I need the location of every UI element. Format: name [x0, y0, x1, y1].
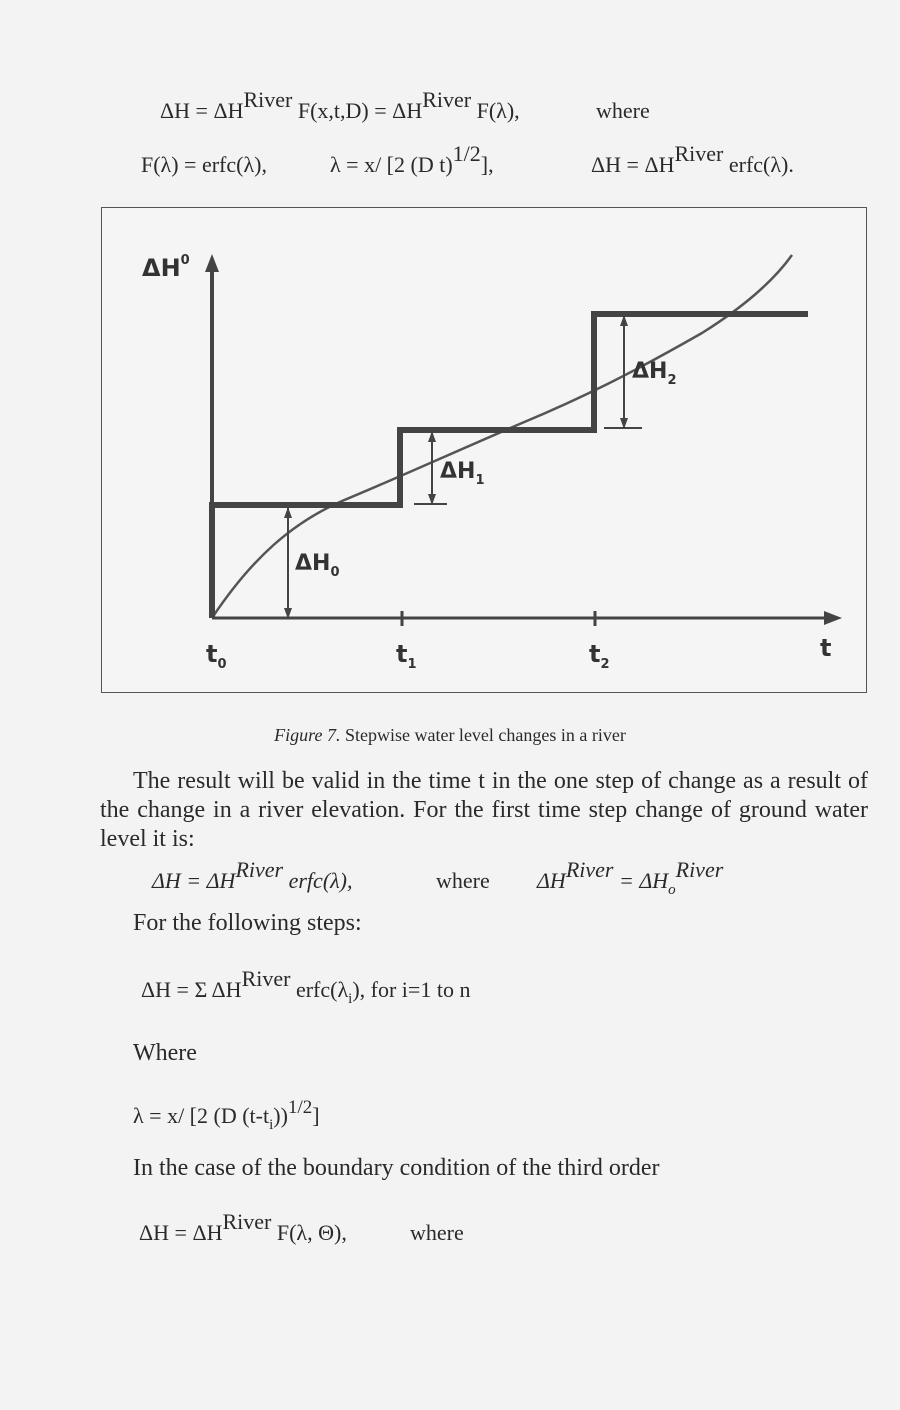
- equation-2-f: F(λ) = erfc(λ),: [141, 152, 267, 177]
- step-label-dh0: $\Delta H_0$: [295, 551, 340, 580]
- equation-3-definition: [537, 857, 724, 898]
- stepwise-chart: [102, 208, 866, 692]
- equation-6-where: where: [410, 1220, 464, 1245]
- equation-5: [133, 1097, 320, 1133]
- eq2-dh-a: ΔH = ΔH: [591, 152, 675, 177]
- eq4-part-b: erfc(λ: [290, 977, 349, 1002]
- eq4-part-a: ΔH = Σ ΔH: [141, 977, 242, 1002]
- x-axis-label: t: [820, 634, 832, 662]
- equation-3: [152, 857, 353, 894]
- eq5-part-c: ]: [312, 1103, 320, 1128]
- caption-text: Stepwise water level changes in a river: [340, 725, 626, 745]
- tick-label-t1: $t_1$: [396, 640, 417, 672]
- eq2-lambda-sup: 1/2: [452, 141, 481, 166]
- equation-3-where: where: [436, 868, 490, 893]
- eq3-part-a: ΔH = ΔH: [152, 868, 236, 893]
- figure-7: [101, 207, 867, 693]
- eq1-part-a: ΔH = ΔH: [160, 98, 244, 123]
- eq5-sub: i: [269, 1117, 274, 1133]
- eq2-lambda-a: λ = x/ [2 (D t): [330, 152, 453, 177]
- equation-2-lambda: [330, 141, 494, 178]
- eq6-sup: River: [222, 1209, 272, 1234]
- eq3-sup: River: [235, 857, 284, 882]
- equation-1: [160, 87, 520, 124]
- eq5-part-a: λ = x/ [2 (D (t-t: [133, 1103, 270, 1128]
- equation-4: [141, 966, 471, 1007]
- where-text: Where: [133, 1040, 197, 1066]
- eq6-part-b: F(λ, Θ),: [271, 1220, 347, 1245]
- eq4-sup: River: [241, 966, 291, 991]
- eq3-part-d: = ΔH: [613, 868, 669, 893]
- following-steps-text: For the following steps:: [133, 910, 362, 936]
- eq5-sup: 1/2: [287, 1097, 313, 1118]
- eq1-sup-2: River: [422, 87, 472, 112]
- tick-label-t0: $t_0$: [206, 640, 227, 672]
- eq3-d-sup: River: [675, 857, 724, 882]
- figure-caption: [0, 725, 900, 746]
- eq3-part-b: erfc(λ),: [283, 868, 353, 893]
- eq5-part-b: )): [273, 1103, 288, 1128]
- eq1-part-b: F(x,t,D) = ΔH: [292, 98, 423, 123]
- equation-1-where: where: [596, 98, 650, 123]
- y-axis-arrow: [205, 254, 219, 272]
- eq3-c-sup: River: [565, 857, 614, 882]
- step-label-dh2: $\Delta H_2$: [632, 359, 677, 388]
- paragraph-result: The result will be valid in the time t in the one step of change as a result of the change in a river elevation. For the first time step change of ground water level it is:: [100, 768, 868, 852]
- third-order-text: In the case of the boundary condition of the third order: [133, 1155, 660, 1181]
- eq4-part-c: ), for i=1 to n: [352, 977, 471, 1002]
- eq3-part-c: ΔH: [537, 868, 566, 893]
- equation-2-dh: [591, 141, 794, 178]
- eq2-dh-sup: River: [674, 141, 724, 166]
- eq4-sub: i: [348, 991, 353, 1007]
- eq2-dh-b: erfc(λ).: [723, 152, 794, 177]
- dh0-arrow-head-top: [284, 507, 292, 518]
- x-axis-arrow: [824, 611, 842, 625]
- eq6-part-a: ΔH = ΔH: [139, 1220, 223, 1245]
- y-axis-label: $\Delta H^0$: [142, 253, 190, 282]
- step-label-dh1: $\Delta H_1$: [440, 459, 485, 488]
- eq1-part-c: F(λ),: [471, 98, 520, 123]
- caption-figure-number: Figure 7.: [274, 725, 341, 745]
- eq1-sup-1: River: [243, 87, 293, 112]
- equation-6: [139, 1209, 347, 1246]
- tick-label-t2: $t_2$: [589, 640, 610, 672]
- eq2-lambda-b: ],: [480, 152, 494, 177]
- eq3-d-sub: o: [668, 882, 676, 898]
